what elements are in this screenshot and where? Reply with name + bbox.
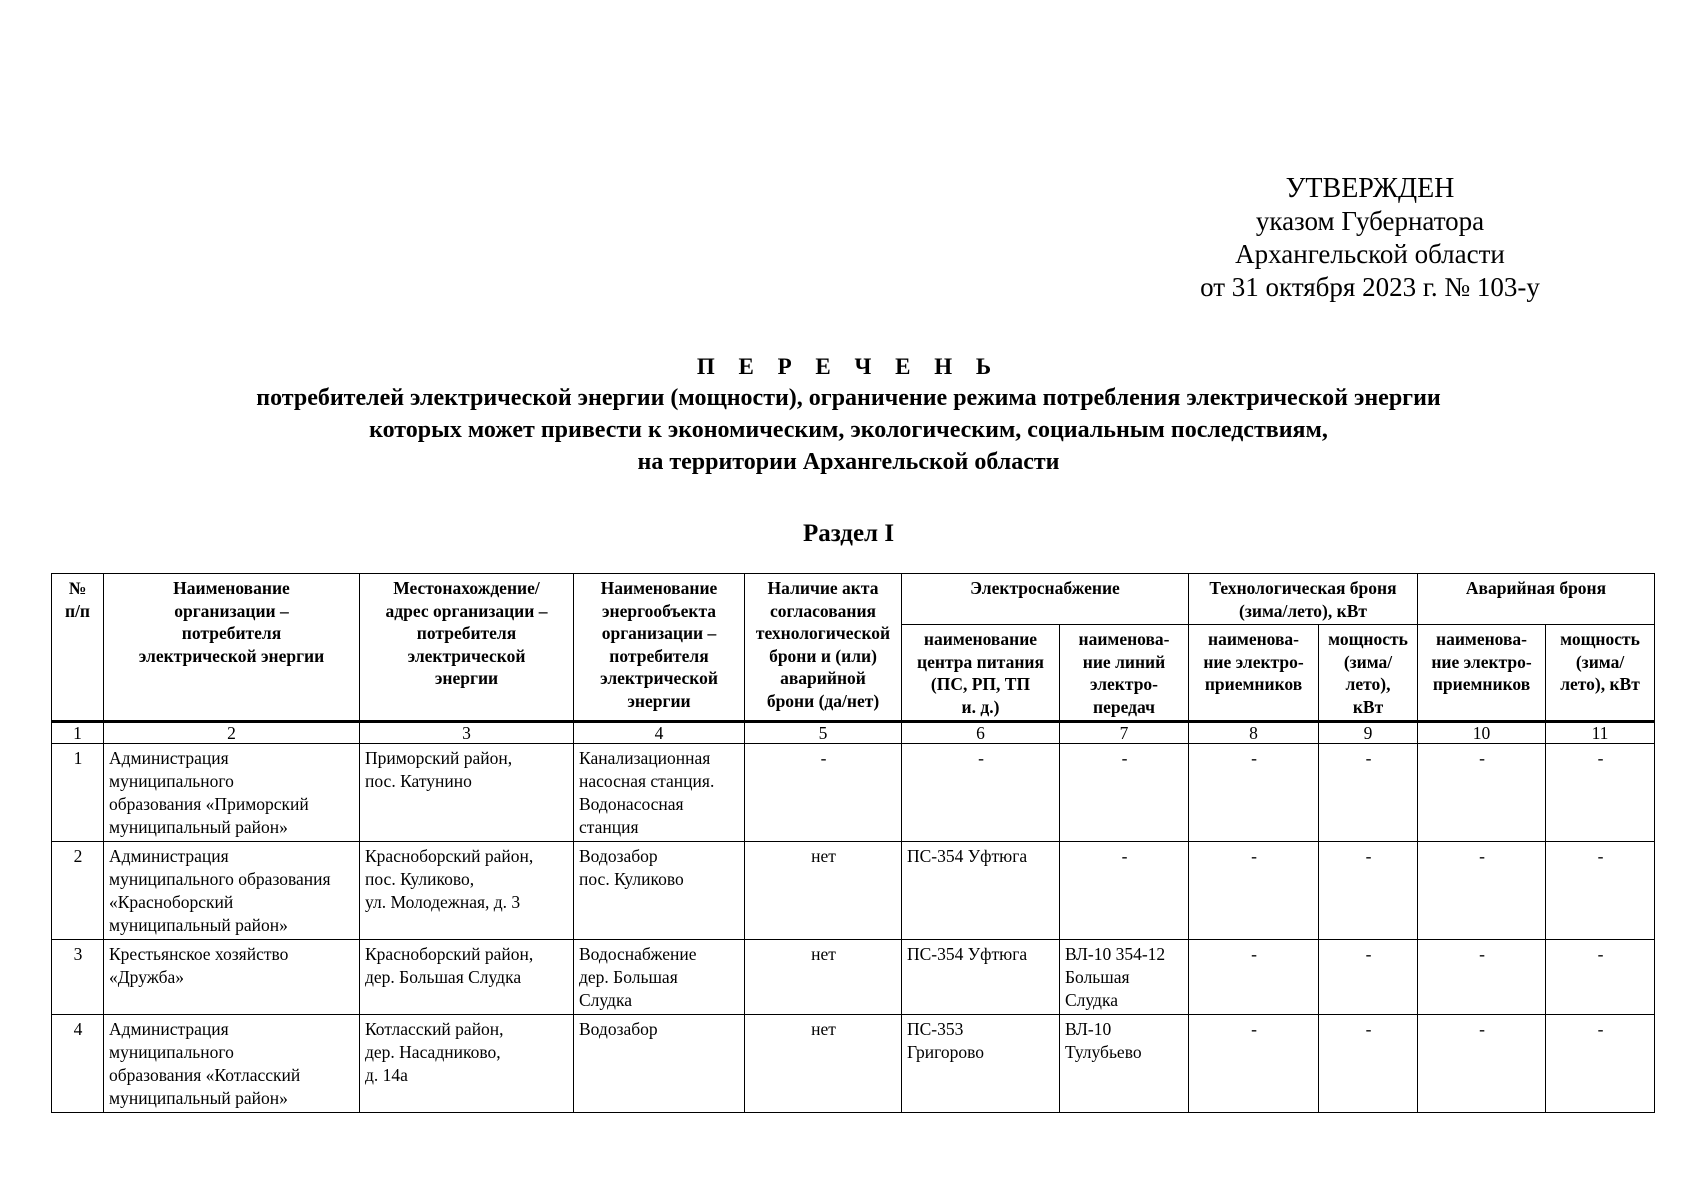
cell-tech-receivers: - [1189,1015,1319,1113]
cell-line: Водоснабжение [579,944,697,964]
cell-line: Водозабор [579,846,658,866]
cell-line: Красноборский район, [365,846,534,866]
cell-line: муниципальный район» [109,1088,288,1108]
cell-line: Водозабор [579,1019,658,1039]
header-emerg-power [1546,625,1655,722]
cell-address [360,940,574,1015]
cell-line: Слудка [1065,990,1118,1010]
cell-line: организации – [601,623,717,643]
column-number: 3 [360,722,574,744]
column-number: 9 [1319,722,1418,744]
cell-line: Наименование [600,578,718,598]
cell-line: № [68,578,87,598]
column-number: 4 [574,722,745,744]
cell-line: Приморский район, [365,748,513,768]
cell-line: согласования [769,600,877,621]
document-title [0,352,1697,478]
approval-stamp: УТВЕРЖДЕН [1285,173,1455,204]
column-number: 1 [52,722,104,744]
header-emerg-receivers [1418,625,1546,722]
cell-address [360,842,574,940]
column-number: 2 [104,722,360,744]
header-address [360,574,574,722]
header-tech-power [1319,625,1418,722]
cell-line: ул. Молодежная, д. 3 [365,892,521,912]
cell-act: - [745,744,902,842]
cell-act: нет [745,842,902,940]
cell-line: Водонасосная [579,794,684,814]
header-supply-lines [1060,625,1189,722]
cell-line: наименова- [1078,629,1170,649]
cell-line: Администрация [109,846,229,866]
cell-line: п/п [64,600,91,621]
cell-line: адрес организации – [385,600,548,621]
cell-line: дер. Большая [579,967,678,987]
header-tech-receivers [1189,625,1319,722]
header-tech [1189,574,1418,625]
cell-line: наименова- [1207,629,1300,649]
cell-line: (ПС, РП, ТП [930,674,1031,694]
cell-lines [1060,842,1189,940]
cell-num: 3 [52,940,104,1015]
cell-line: мощность [1328,629,1408,649]
cell-line: муниципальный район» [109,915,288,935]
cell-line: электро- [1089,674,1159,694]
cell-line: электрической [407,645,526,666]
cell-lines [1060,1015,1189,1113]
header-supply-center [902,625,1060,722]
cell-line: наименова- [1435,629,1528,649]
cell-line: образования «Приморский [109,794,309,814]
cell-tech-power: - [1319,1015,1418,1113]
title-heading: П Е Р Е Ч Е Н Ь [696,354,1001,379]
cell-line: - [1121,748,1128,768]
cell-line: потребителя [416,623,517,643]
cell-line: технологической [755,623,891,643]
cell-line: Канализационная [579,748,711,768]
cell-line: лето), [1345,674,1391,694]
cell-line: энергии [434,668,499,688]
cell-lines [1060,744,1189,842]
cell-num: 2 [52,842,104,940]
cell-line: энергии [627,690,691,711]
table-row [52,744,1655,842]
cell-line: ние линий [1082,651,1166,672]
cell-address [360,744,574,842]
column-number: 8 [1189,722,1319,744]
cell-line: д. 14а [365,1065,408,1085]
title-line-3: на территории Архангельской области [637,449,1060,475]
header-org [104,574,360,722]
cell-line: передач [1093,696,1155,717]
cell-num: 4 [52,1015,104,1113]
cell-line: организации – [174,600,289,621]
cell-line: Красноборский район, [365,944,534,964]
cell-line: потребителя [181,623,282,643]
cell-line: ПС-354 Уфтюга [907,846,1028,866]
cell-emerg-power: - [1546,940,1655,1015]
column-number: 6 [902,722,1060,744]
cell-line: образования «Котласский [109,1065,301,1085]
cell-num: 1 [52,744,104,842]
cell-act: нет [745,940,902,1015]
cell-line: муниципального [109,771,234,791]
cell-line: муниципальный район» [109,817,288,837]
cell-object [574,842,745,940]
title-line-2: которых может привести к экономическим, экологическим, социальным последствиям, [369,417,1328,443]
approval-line-3: от 31 октября 2023 г. № 103-у [1200,272,1540,302]
cell-object [574,1015,745,1113]
cell-org [104,744,360,842]
cell-center [902,744,1060,842]
cell-line: электрической энергии [138,645,325,666]
cell-line: Наименование [173,578,290,598]
cell-org [104,1015,360,1113]
cell-tech-power: - [1319,842,1418,940]
cell-emerg-power: - [1546,744,1655,842]
cell-line: - [978,748,984,768]
column-number: 10 [1418,722,1546,744]
cell-line: ПС-353 [907,1019,964,1039]
cell-line: мощность [1560,629,1640,649]
cell-line: дер. Насадниково, [365,1042,501,1062]
header-emerg: Аварийная броня [1418,574,1655,625]
cell-emerg-power: - [1546,1015,1655,1113]
cell-line: приемников [1204,674,1303,694]
header-supply: Электроснабжение [902,574,1189,625]
cell-emerg-receivers: - [1418,842,1546,940]
column-number: 5 [745,722,902,744]
cell-line: Администрация [109,1019,229,1039]
cell-line: ние электро- [1431,651,1532,672]
cell-org [104,842,360,940]
cell-emerg-receivers: - [1418,940,1546,1015]
cell-line: Администрация [109,748,229,768]
cell-line: ВЛ-10 [1065,1019,1112,1039]
title-line-1: потребителей электрической энергии (мощности), ограничение режима потребления электрической энергии [256,385,1441,411]
cell-center [902,842,1060,940]
cell-line: Большая [1065,967,1130,987]
cell-line: Григорово [907,1042,985,1062]
cell-line: и. д.) [961,696,1000,717]
column-numbers-row [52,722,1655,744]
cell-line: Слудка [579,990,632,1010]
cell-line: «Дружба» [109,967,185,987]
consumers-table [51,573,1655,1113]
section-title: Раздел I [802,520,895,547]
cell-line: наименование [923,629,1038,649]
cell-center [902,1015,1060,1113]
cell-line: «Красноборский [109,892,234,912]
cell-line: энергообъекта [601,600,717,621]
cell-line: насосная станция. [579,771,715,791]
cell-line: Тулубьево [1065,1042,1142,1062]
header-act [745,574,902,722]
cell-emerg-receivers: - [1418,744,1546,842]
cell-line: станция [579,817,639,837]
cell-line: Местонахождение/ [393,578,540,598]
cell-line: дер. Большая Слудка [365,967,522,987]
cell-line: (зима/ [1343,651,1393,672]
cell-tech-power: - [1319,744,1418,842]
column-number: 11 [1546,722,1655,744]
cell-line: Котласский район, [365,1019,504,1039]
cell-lines [1060,940,1189,1015]
cell-line: (зима/ [1575,651,1625,672]
header-object [574,574,745,722]
table-row [52,1015,1655,1113]
cell-line: (зима/лето), кВт [1239,600,1367,621]
cell-act: нет [745,1015,902,1113]
approval-line-1: указом Губернатора [1255,206,1485,236]
cell-org [104,940,360,1015]
cell-line: пос. Катунино [365,771,472,791]
cell-tech-receivers: - [1189,940,1319,1015]
cell-emerg-power: - [1546,842,1655,940]
cell-line: брони (да/нет) [766,690,880,711]
cell-line: пос. Куликово [579,869,684,889]
cell-line: муниципального [109,1042,234,1062]
cell-line: Технологическая броня [1209,578,1397,598]
cell-tech-power: - [1319,940,1418,1015]
cell-line: лето), кВт [1560,674,1640,694]
cell-object [574,744,745,842]
cell-line: центра питания [917,651,1044,672]
header-num [52,574,104,722]
approval-line-2: Архангельской области [1235,239,1505,269]
cell-line: аварийной [780,668,866,688]
cell-object [574,940,745,1015]
cell-line: брони и (или) [769,645,877,666]
cell-tech-receivers: - [1189,744,1319,842]
cell-line: ВЛ-10 354-12 [1065,944,1166,964]
cell-line: - [1121,846,1128,866]
cell-emerg-receivers: - [1418,1015,1546,1113]
table-row [52,940,1655,1015]
cell-line: Крестьянское хозяйство [109,944,289,964]
cell-center [902,940,1060,1015]
cell-line: потребителя [609,645,709,666]
column-number: 7 [1060,722,1189,744]
cell-line: пос. Куликово, [365,869,475,889]
cell-line: Наличие акта [767,578,879,598]
approval-block [1150,172,1590,304]
table-row [52,842,1655,940]
cell-line: муниципального образования [109,869,331,889]
cell-line: приемников [1432,674,1531,694]
cell-line: ПС-354 Уфтюга [907,944,1028,964]
table-body [52,744,1655,1113]
cell-line: электрической [600,668,718,688]
cell-line: ние электро- [1203,651,1304,672]
cell-address [360,1015,574,1113]
cell-tech-receivers: - [1189,842,1319,940]
cell-line: кВт [1352,696,1384,717]
